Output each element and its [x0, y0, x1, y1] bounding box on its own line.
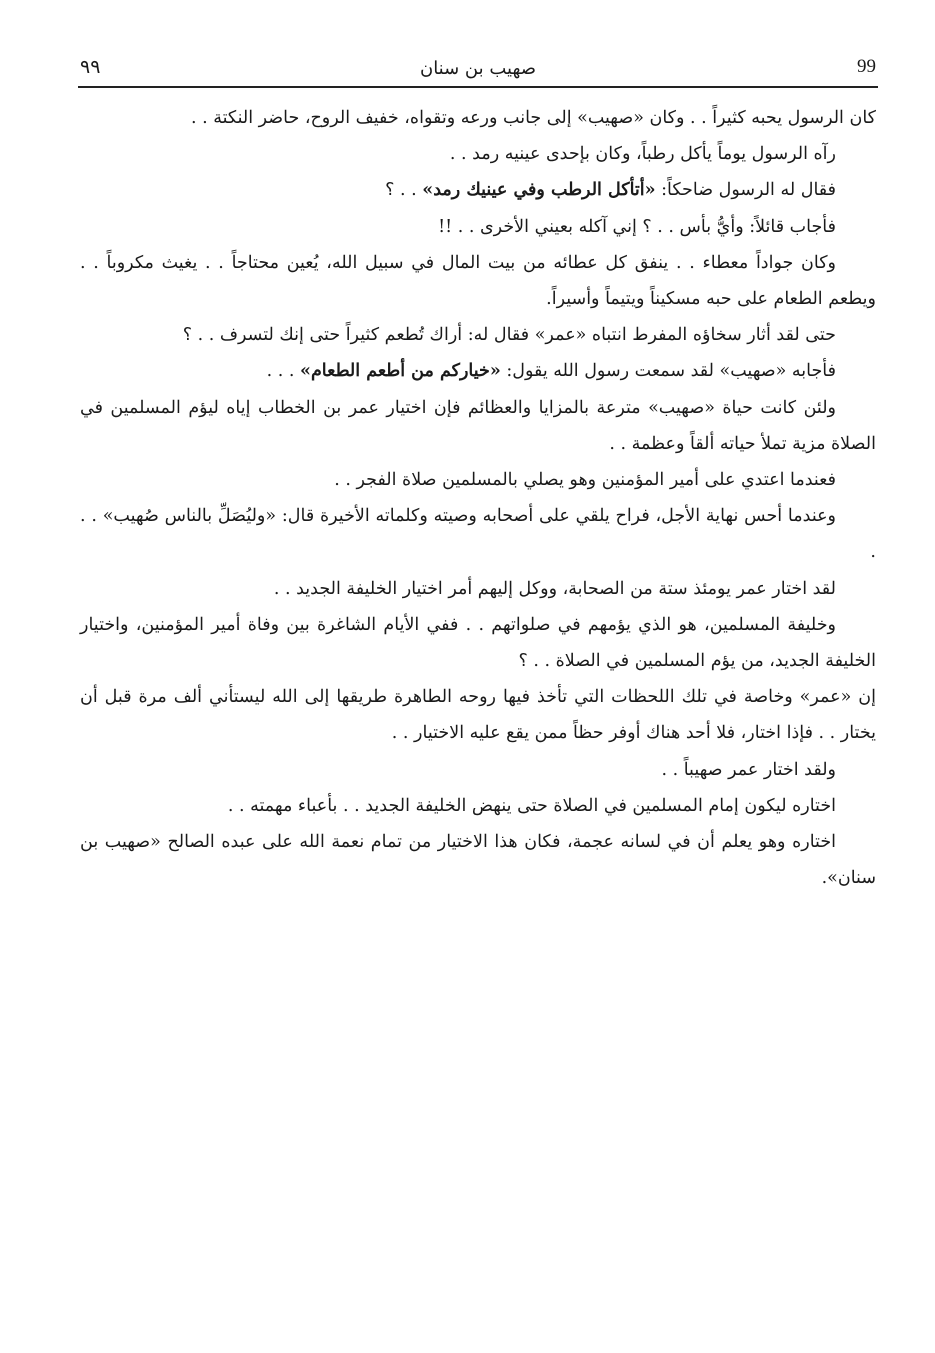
page-number-arabic: ٩٩: [80, 56, 101, 78]
paragraph-text: . . ؟: [385, 180, 423, 201]
paragraph: فأجاب قائلاً: وأيُّ بأس . . ؟ إني آكله بعيني الأخرى . . !!: [438, 216, 836, 237]
hadith-quote: «خياركم من أطعم الطعام»: [300, 361, 501, 382]
page-number-latin: 99: [857, 56, 876, 77]
running-title: صهيب بن سنان: [419, 58, 537, 79]
paragraph: ولئن كانت حياة «صهيب» مترعة بالمزايا والعظائم فإن اختيار عمر بن الخطاب إياه ليؤم المسلمين في الصلاة مزية تملأ حياته ألقاً وعظمة . .: [80, 397, 876, 454]
hadith-quote: «أتأكل الرطب وفي عينيك رمد»: [422, 180, 656, 201]
paragraph: وكان جواداً معطاء . . ينفق كل عطائه من بيت المال في سبيل الله، يُعين محتاجاً . . يغيث مكروباً . . ويطعم الطعام على حبه مسكيناً ويتيماً وأسيراً.: [80, 252, 876, 310]
page-header: [78, 50, 878, 88]
paragraph: اختاره وهو يعلم أن في لسانه عجمة، فكان هذا الاختيار من تمام نعمة الله على عبده الصالح «صهيب بن سنان».: [80, 832, 876, 889]
paragraph: كان الرسول يحبه كثيراً . . وكان «صهيب» إلى جانب ورعه وتقواه، خفيف الروح، حاضر النكتة . .: [191, 108, 876, 128]
paragraph: حتى لقد أثار سخاؤه المفرط انتباه «عمر» فقال له: أراك تُطعم كثيراً حتى إنك لتسرف . . ؟: [182, 325, 836, 346]
paragraph-text: . . .: [266, 361, 301, 382]
paragraph: إن «عمر» وخاصة في تلك اللحظات التي تأخذ فيها روحه الطاهرة طريقها إلى الله ليستأني ألف مرة قبل أن يختار . . فإذا اختار، فلا أحد هناك أوفر حظاً ممن يقع عليه الاختيار . .: [80, 687, 876, 744]
paragraph: رآه الرسول يوماً يأكل رطباً، وكان بإحدى عينيه رمد . .: [449, 144, 836, 165]
paragraph: [80, 353, 876, 389]
paragraph-text: فقال له الرسول ضاحكاً:: [655, 180, 836, 201]
paragraph: فعندما اعتدي على أمير المؤمنين وهو يصلي بالمسلمين صلاة الفجر . .: [334, 470, 836, 491]
paragraph: لقد اختار عمر يومئذ ستة من الصحابة، ووكل إليهم أمر اختيار الخليفة الجديد . .: [273, 578, 836, 599]
paragraph: وعندما أحس نهاية الأجل، فراح يلقي على أصحابه وصيته وكلماته الأخيرة قال: «وليُصَلِّ بالناس صُهيب» . . .: [80, 506, 876, 563]
paragraph: [80, 172, 876, 208]
paragraph: ولقد اختار عمر صهيباً . .: [661, 759, 836, 780]
paragraph-text: فأجابه «صهيب» لقد سمعت رسول الله يقول:: [500, 361, 836, 382]
paragraph: اختاره ليكون إمام المسلمين في الصلاة حتى ينهض الخليفة الجديد . . بأعباء مهمته . .: [227, 795, 836, 816]
body-text: [80, 100, 876, 896]
paragraph: وخليفة المسلمين، هو الذي يؤمهم في صلواتهم . . ففي الأيام الشاغرة بين وفاة أمير المؤمنين، واختيار الخليفة الجديد، من يؤم المسلمين في الصلاة . . ؟: [80, 614, 876, 672]
